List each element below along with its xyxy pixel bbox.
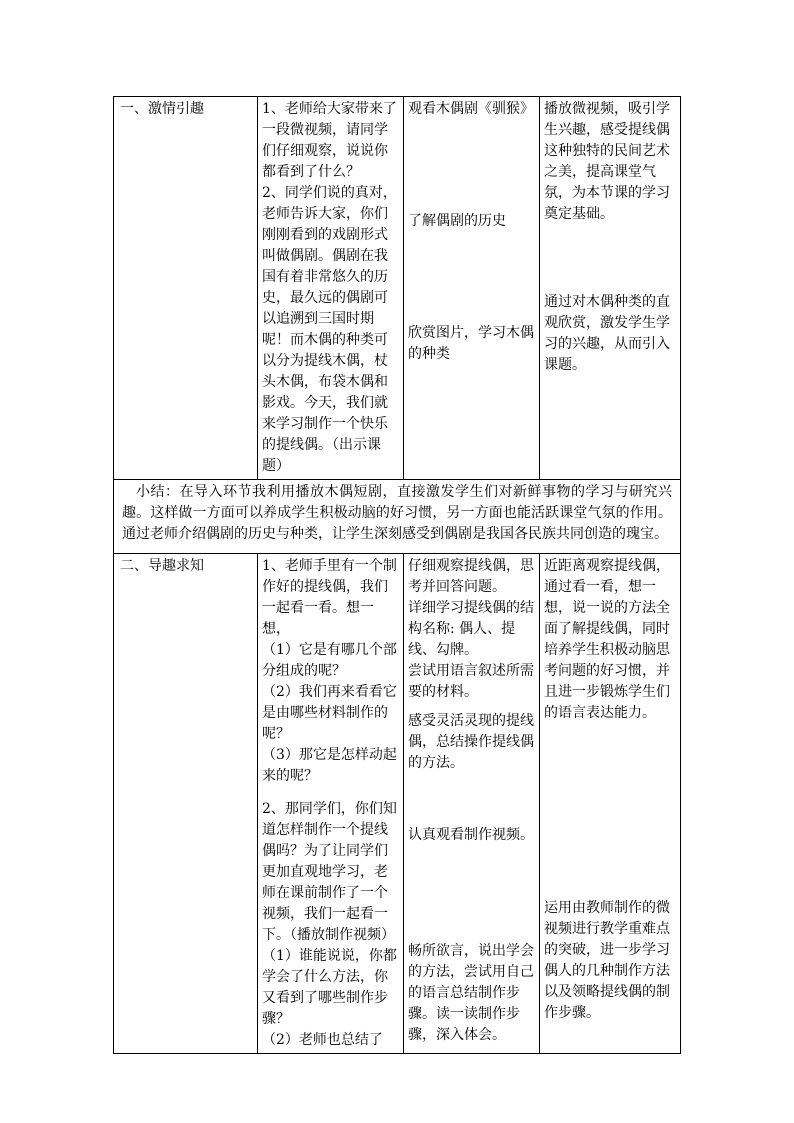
student-activity-cell	[404, 97, 540, 480]
student-activity-text: 尝试用语言叙述所需要的材料。	[408, 663, 534, 700]
summary-cell	[114, 480, 681, 554]
lesson-plan-table	[113, 96, 681, 1054]
stage-title: 二、导趣求知	[120, 558, 204, 574]
design-intent-cell	[540, 97, 681, 480]
student-activity-text: 观看木偶剧《驯猴》	[408, 101, 534, 117]
teacher-activity-text: 1、老师手里有一个制作好的提线偶，我们一起看一看。想一想，	[262, 558, 397, 637]
teacher-activity-text: （3）那它是怎样动起来的呢？	[262, 747, 397, 784]
teacher-activity-text: （1）它是有哪几个部分组成的呢？	[262, 642, 397, 679]
student-activity-text: 感受灵活灵现的提线偶，总结操作提线偶的方法。	[408, 713, 534, 771]
teacher-activity-cell	[258, 97, 404, 480]
table-row	[114, 554, 681, 1054]
student-activity-text: 认真观看制作视频。	[408, 827, 534, 843]
stage-title: 一、激情引趣	[120, 101, 204, 117]
teacher-activity-text: （2）我们再来看看它是由哪些材料制作的呢？	[262, 684, 397, 742]
table-row	[114, 97, 681, 480]
student-activity-text: 了解偶剧的历史	[408, 213, 506, 229]
table-row	[114, 480, 681, 554]
student-activity-text: 详细学习提线偶的结构名称: 偶人、提线、勾牌。	[408, 600, 534, 658]
stage-cell	[114, 554, 258, 1054]
student-activity-text: 欣赏图片，学习木偶的种类	[408, 325, 534, 362]
teacher-activity-text: 1、老师给大家带来了一段微视频，请同学们仔细观察，说说你都看到了什么？	[262, 101, 397, 180]
student-activity-cell	[404, 554, 540, 1054]
design-intent-text: 运用由教师制作的微视频进行教学重难点的突破，进一步学习偶人的几种制作方法以及领略提线偶的制作步骤。	[544, 900, 670, 1021]
summary-text: 小结：在导入环节我利用播放木偶短剧，直接激发学生们对新鲜事物的学习与研究兴趣。这样做一方面可以养成学生积极动脑的好习惯，另一方面也能活跃课堂气氛的作用。通过老师介绍偶剧的历史与种类，让学生深刻感受到偶剧是我国各民族共同创造的瑰宝。	[122, 484, 672, 542]
teacher-activity-text: （1）谁能说说，你都学会了什么方法，你又看到了哪些制作步骤？	[262, 948, 397, 1027]
design-intent-text: 通过对木偶种类的直观欣赏，激发学生学习的兴趣，从而引入课题。	[544, 294, 670, 373]
student-activity-text: 畅所欲言，说出学会的方法，尝试用自己的语言总结制作步骤。读一读制作步骤，深入体会。	[408, 943, 534, 1043]
stage-cell	[114, 97, 258, 480]
teacher-activity-text: 2、那同学们，你们知道怎样制作一个提线偶吗？为了让同学们更加直观地学习，老师在课前制作了一个视频，我们一起看一下。（播放制作视频）	[262, 801, 397, 943]
design-intent-text: 播放微视频，吸引学生兴趣，感受提线偶这种独特的民间艺术之美，提高课堂气氛，为本节课的学习奠定基础。	[544, 101, 670, 222]
teacher-activity-text: （2）老师也总结了	[262, 1032, 383, 1048]
design-intent-cell	[540, 554, 681, 1054]
teacher-activity-text: 2、同学们说的真对，老师告诉大家，你们刚刚看到的戏剧形式叫做偶剧。偶剧在我国有着非常悠久的历史，最久远的偶剧可以追溯到三国时期呢！而木偶的种类可以分为提线木偶，杖头木偶，布袋木偶和影戏。今天，我们就来学习制作一个快乐的提线偶。（出示课题）	[262, 185, 397, 474]
design-intent-text: 近距离观察提线偶，通过看一看，想一想，说一说的方法全面了解提线偶，同时培养学生积极动脑思考问题的好习惯，并且进一步锻炼学生们的语言表达能力。	[544, 558, 670, 721]
student-activity-text: 仔细观察提线偶，思考并回答问题。	[408, 558, 534, 595]
teacher-activity-cell	[258, 554, 404, 1054]
